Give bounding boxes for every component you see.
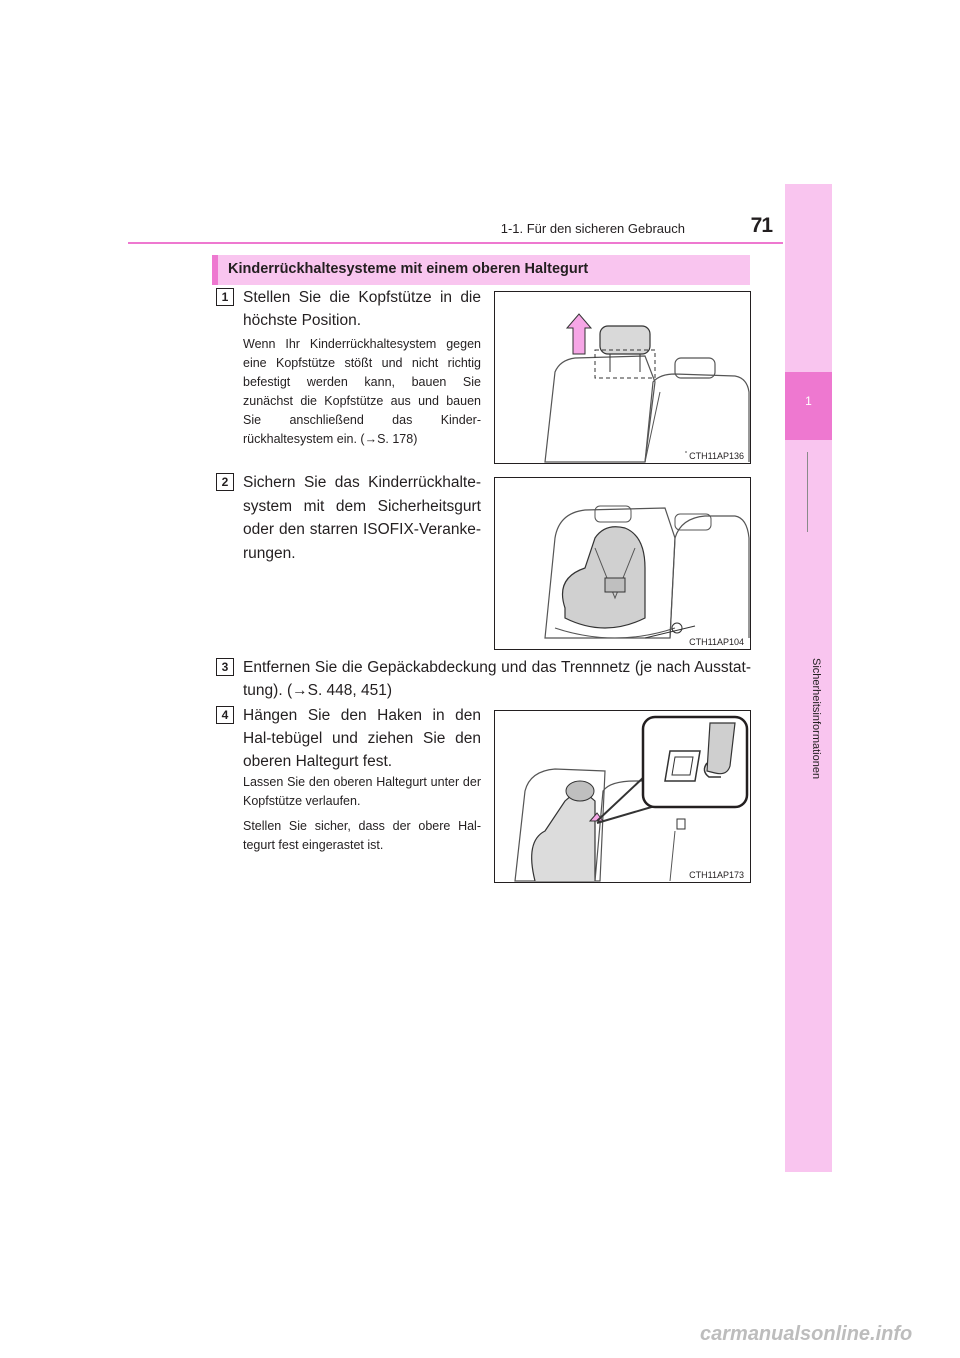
headrest-illustration — [495, 292, 750, 463]
figure-tether-hook — [494, 710, 751, 883]
figure-code: CTH11AP173 — [689, 870, 744, 880]
figure-headrest — [494, 291, 751, 464]
header-rule — [128, 242, 783, 244]
section-title: Kinderrückhaltesysteme mit einem oberen Haltegurt — [228, 261, 589, 277]
figure-code: CTH11AP136 — [689, 451, 744, 461]
child-seat-illustration — [495, 478, 750, 649]
side-tab-divider — [807, 452, 808, 532]
section-title-banner — [212, 255, 750, 285]
step-2-instruction: Sichern Sie das Kinderrückhalte-system mit dem Sicherheitsgurt oder den starren ISOFIX-Veranke-rungen. — [243, 474, 481, 562]
step-badge-2: 2 — [216, 473, 234, 491]
step-badge-1: 1 — [216, 288, 234, 306]
step-4-note-1: Lassen Sie den oberen Haltegurt unter der Kopfstütze verlaufen. — [243, 775, 481, 808]
watermark: carmanualsonline.info — [700, 1323, 913, 1345]
figure-code: CTH11AP104 — [689, 637, 744, 647]
chapter-label: Sicherheitsinformationen — [810, 658, 822, 780]
chapter-side-tab — [785, 184, 832, 1172]
figure-child-seat — [494, 477, 751, 650]
running-header: 1-1. Für den sicheren Gebrauch — [500, 221, 685, 236]
step-1-note: Wenn Ihr Kinderrückhaltesystem gegen eine Kopfstütze stößt und nicht richtig befestigt werden kann, bauen Sie zunächst die Kopfstütze aus und bauen Sie anschließend das Kinder-rückhaltesystem ein. (→S. 178) — [243, 337, 481, 446]
step-badge-3: 3 — [216, 658, 234, 676]
chapter-number-tab — [785, 372, 832, 440]
step-4-note-2: Stellen Sie sicher, dass der obere Hal-tegurt fest eingerastet ist. — [243, 819, 481, 852]
page-number: 71 — [750, 214, 772, 237]
tether-hook-illustration — [495, 711, 750, 882]
chapter-number: 1 — [805, 394, 812, 408]
step-badge-4: 4 — [216, 706, 234, 724]
step-1-instruction: Stellen Sie die Kopfstütze in die höchste Position. — [243, 289, 481, 329]
step-3-instruction: Entfernen Sie die Gepäckabdeckung und das Trennnetz (je nach Ausstat-tung). (→S. 448, 451) — [243, 659, 751, 699]
step-4-instruction: Hängen Sie den Haken in den Hal-tebügel und ziehen Sie den oberen Haltegurt fest. — [243, 707, 481, 770]
